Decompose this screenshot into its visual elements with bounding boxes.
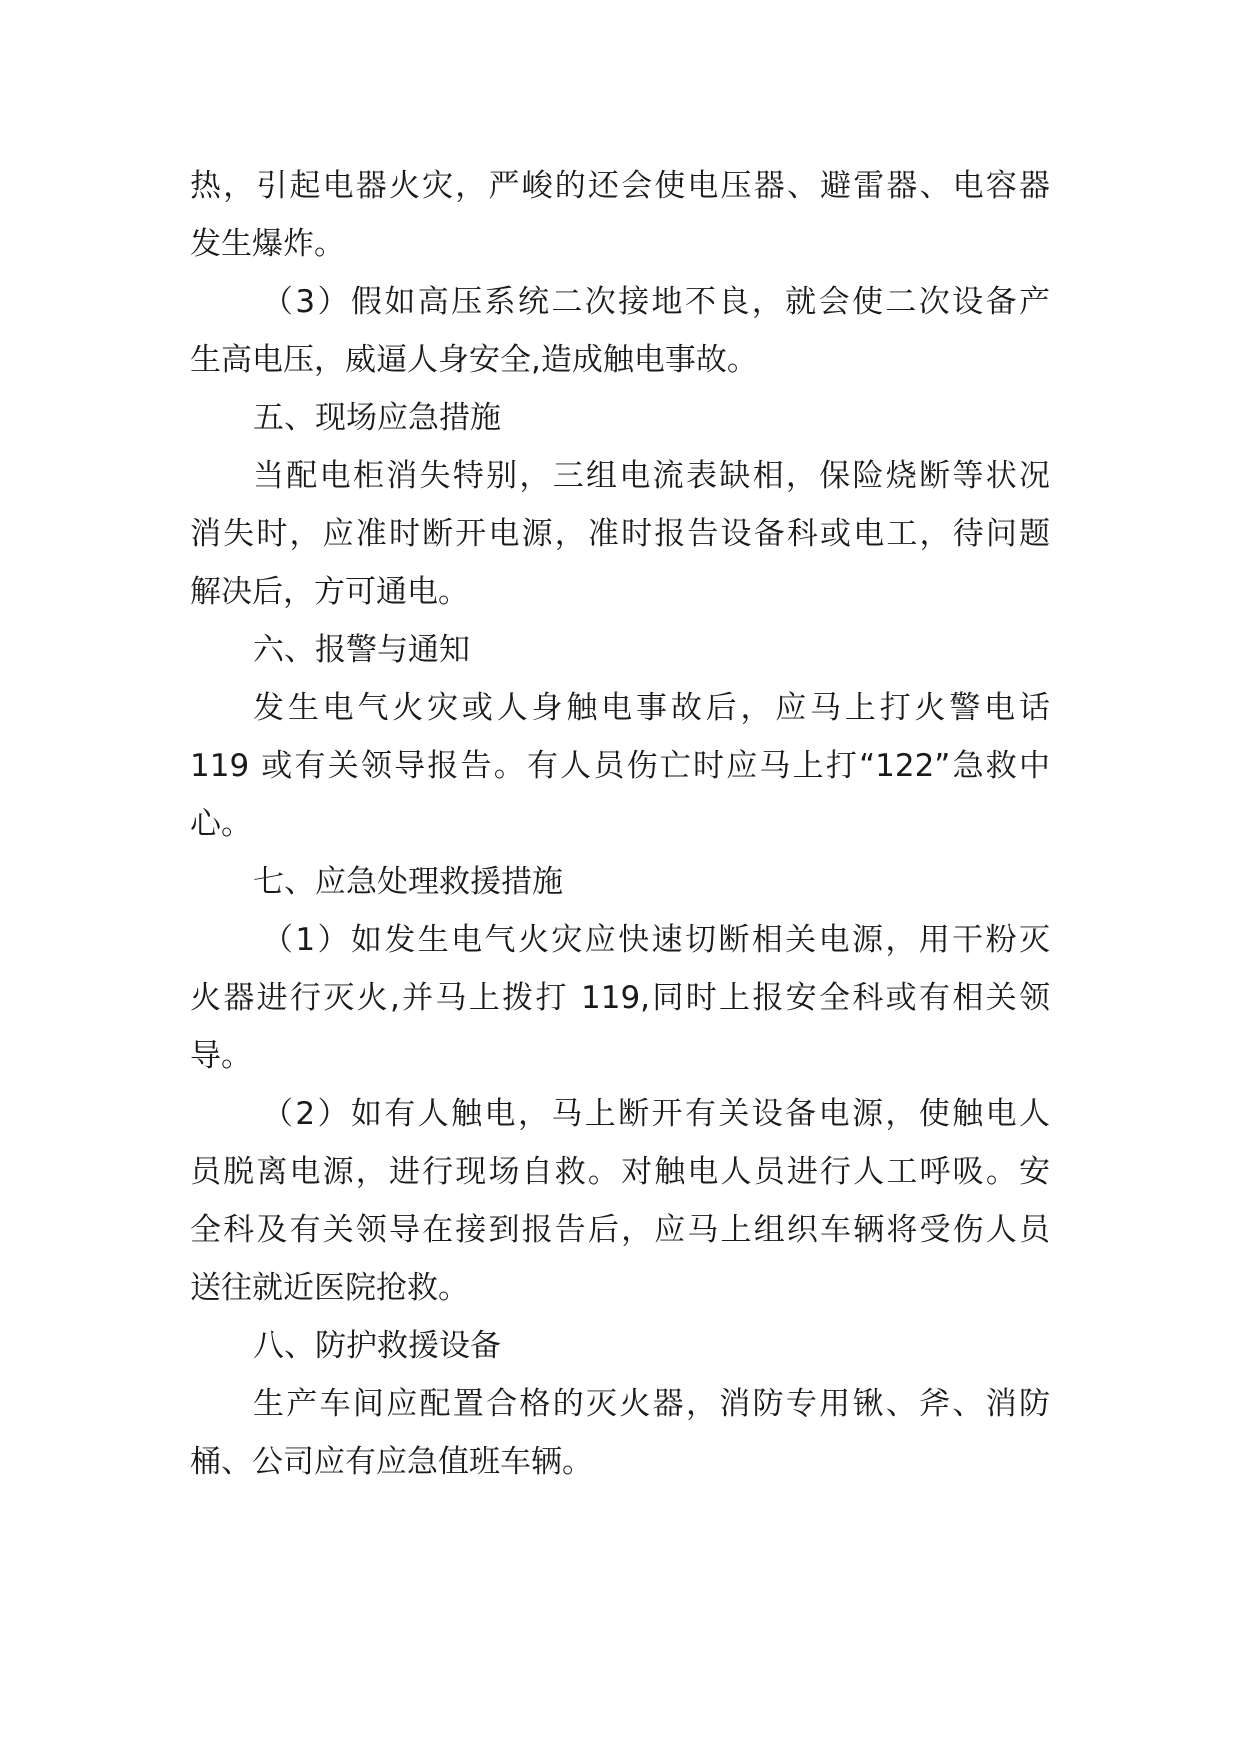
text-line: 119 或有关领导报告。有人员伤亡时应马上打“122”急救中 [190, 748, 1050, 784]
text-line: 解决后，方可通电。 [190, 574, 469, 610]
text-line: （2）如有人触电，马上断开有关设备电源，使触电人 [262, 1096, 1050, 1132]
text-line: 全科及有关领导在接到报告后，应马上组织车辆将受伤人员 [190, 1212, 1050, 1248]
text-line: 导。 [190, 1038, 252, 1074]
text-line: 热，引起电器火灾，严峻的还会使电压器、避雷器、电容器 [190, 168, 1050, 204]
text-line: 心。 [190, 806, 252, 842]
text-line: 生产车间应配置合格的灭火器，消防专用锹、斧、消防 [253, 1386, 1050, 1422]
text-line: 桶、公司应有应急值班车辆。 [190, 1444, 593, 1480]
text-line: 消失时，应准时断开电源，准时报告设备科或电工，待问题 [190, 516, 1050, 552]
section-heading: 五、现场应急措施 [253, 400, 501, 436]
text-line: 火器进行灭火,并马上拨打 119,同时上报安全科或有相关领 [190, 980, 1050, 1016]
text-line: 送往就近医院抢救。 [190, 1270, 469, 1306]
section-heading: 七、应急处理救援措施 [253, 864, 563, 900]
text-line: （3）假如高压系统二次接地不良，就会使二次设备产 [262, 284, 1050, 320]
text-line: 发生电气火灾或人身触电事故后，应马上打火警电话 [253, 690, 1050, 726]
text-line: 发生爆炸。 [190, 226, 345, 262]
text-line: （1）如发生电气火灾应快速切断相关电源，用干粉灭 [262, 922, 1050, 958]
text-line: 当配电柜消失特别，三组电流表缺相，保险烧断等状况 [253, 458, 1050, 494]
text-line: 员脱离电源，进行现场自救。对触电人员进行人工呼吸。安 [190, 1154, 1050, 1190]
section-heading: 八、防护救援设备 [253, 1328, 501, 1364]
text-line: 生高电压，威逼人身安全,造成触电事故。 [190, 342, 758, 378]
section-heading: 六、报警与通知 [253, 632, 470, 668]
